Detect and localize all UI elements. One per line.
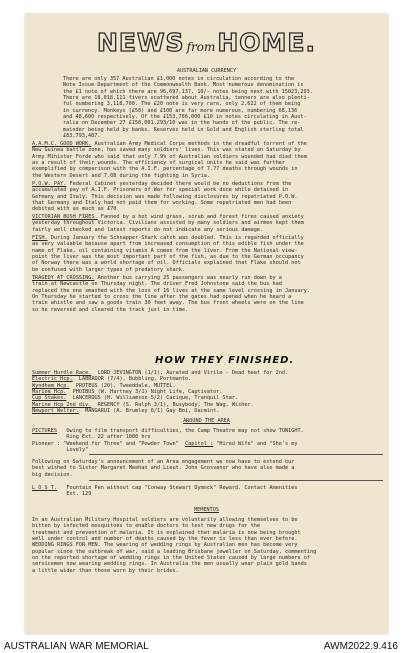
masthead xyxy=(25,28,388,62)
crossing-article xyxy=(32,275,310,313)
pioneer-label: Pioneer : xyxy=(32,440,61,447)
mementos-heading: MEMENTOS xyxy=(194,507,219,513)
race-row xyxy=(32,408,288,414)
article-line: well under control and number of deaths caused by the fever is less than ever before. xyxy=(32,536,298,543)
pioneer-films: "Weekend for Three" and "Powder Town" xyxy=(63,440,179,447)
section-divider xyxy=(89,480,383,481)
race-name: Cup Stakes. xyxy=(32,395,67,402)
institution-caption: AUSTRALIAN WAR MEMORIAL xyxy=(4,641,149,652)
article-line: accumulated pay of A.I.F. Prisoners of War for special work done while detained in xyxy=(32,187,289,194)
article-line: name of Flake, oil containing vitamin A comes from the liver. From the National view- xyxy=(32,247,298,254)
notice-line: Owing to film transport difficulties, the Camp Theatre may not show TONIGHT. xyxy=(66,428,304,434)
article-line: exemplified by comparison with the A.I.F. percentage of 7.77 deaths through wounds in xyxy=(32,166,298,173)
article-line: During January the Schnapper-Shark catch was doubled. This is regarded officially xyxy=(50,235,304,241)
article-lead: TRAGEDY AT CROSSING. xyxy=(32,275,95,281)
article-lead: P.O.W. PAY. xyxy=(32,181,67,187)
article-line: ralia on December 27 £150,001,293/10 was in the hands of the public. The re- xyxy=(63,120,301,127)
section-divider xyxy=(89,454,383,455)
article-line: WEDDING RINGS FOR MEN. The wearing of wedding rings by Australian men has become very xyxy=(32,542,298,549)
article-line: treatment and prevention of malaria. It is explained that malaria is now being brought xyxy=(32,529,301,536)
article-line: the Western Desert and 7.08 during the fighting in Syria. xyxy=(32,172,211,179)
notice-line: Ring Ext. 22 after 1800 hrs xyxy=(66,434,151,441)
article-line: train whistle and saw a goods train 30 feet away. The bus front wheels were on the line xyxy=(32,300,304,307)
masthead-news: NEWS xyxy=(96,28,185,57)
amc-article xyxy=(32,141,307,179)
caption-bar xyxy=(0,639,404,653)
race-result: LABRADOR (7/4), Bubbling, Portmanto. xyxy=(78,376,192,383)
currency-heading: AUSTRALIAN CURRENCY xyxy=(176,68,237,74)
article-line: on the reported shortage of wedding rings in the United States caused by large numbers of xyxy=(32,555,310,562)
article-line: There are 18,018,111 fivers scattered about Australia, tenners are also plenti- xyxy=(63,95,310,102)
article-line: so he reversed and cleared the track just in time. xyxy=(32,306,189,313)
pictures-notice xyxy=(32,428,304,453)
article-line: Note Issue Department of the Commonwealth Bank. Most numerous denomination is xyxy=(63,82,304,89)
article-line: bitten by infected mosquitoes to enable doctors to test new drugs for the xyxy=(32,523,260,530)
article-line: popular since the outbreak of war, said a leading Brisbane jeweller on Saturday, commenting xyxy=(32,548,317,555)
article-line: replaced the one smashed with the loss of 16 lives at the same level crossing in January. xyxy=(32,287,310,294)
race-name: Marine Hcp. xyxy=(32,389,67,396)
race-name: Summer Hurdle Race. xyxy=(32,370,92,376)
article-line: and 48,600 respectively. Of the £153,766,000 £10 in notes circulating in Aust- xyxy=(63,114,307,121)
article-line: point the liver was the most important part of the fish, as due to the German occupancy xyxy=(32,254,304,261)
article-line: of Norway there was a world shortage of oil. Officials explained that Flake should not xyxy=(32,260,301,267)
lost-notice xyxy=(32,485,298,498)
article-line: train at Newcastle on Thursday night. The driver Fred Johnstone said the bus had xyxy=(32,281,282,288)
article-line: mainder being held by banks. Reserves held in Gold and English sterling total xyxy=(63,126,304,133)
newsletter-page xyxy=(25,14,388,634)
fish-article xyxy=(32,235,304,273)
race-name: Newport Welter. xyxy=(32,408,79,415)
article-line: Germany and Italy. This decision was made following disclosures by repatriated P.O.W. xyxy=(32,193,298,200)
notice-line: Fountain Pen without cap "Conway Stewart Dymock" Reward. Contact Amenities xyxy=(66,485,298,491)
race-result: MANGARUI (A. Brumley 6/1) Gay Boi, Dacmint. xyxy=(85,408,220,415)
race-result: PHOIBUS (W. Hartney 3/1) Night Life, Captivator. xyxy=(72,389,223,396)
race-results xyxy=(32,370,288,414)
article-line: Army Minister Forde who said that only 7.9% of Australian soldiers wounded had died them xyxy=(32,153,307,160)
capitol-label: Capitol : xyxy=(185,440,214,447)
results-heading: HOW THEY FINISHED. xyxy=(155,355,295,366)
article-line: as very valuable because apart from increased consumption of this edible fish under the xyxy=(32,241,304,248)
article-line: be confused with larger types of predatory shark. xyxy=(32,266,186,273)
area-heading: AROUND THE AREA xyxy=(183,418,230,424)
article-line: fairly well checked and latest reports do not indicate any serious damage. xyxy=(32,226,264,233)
race-result: LANCEROUS (H. Williamson 5/2) Cacique, Tranquil Star. xyxy=(72,395,239,402)
race-name: Wyndham Hcp. xyxy=(32,382,70,389)
capitol-films-cont: Lovely" xyxy=(66,447,89,454)
engagement-notice xyxy=(32,459,294,478)
article-line: There are only 357 Australian £1,000 notes in circulation according to the xyxy=(63,76,295,82)
pictures-label: PICTURES xyxy=(32,428,57,434)
pow-article xyxy=(32,181,297,213)
bushfire-article xyxy=(32,214,304,233)
article-lead: FISH. xyxy=(32,235,48,241)
race-result: REGENCY (S. Ralph 3/1), Busybody, The Wag, Wisher. xyxy=(97,401,254,408)
article-line: that Germany and Italy had not paid them for working. Some repatriated men had been xyxy=(32,200,292,207)
article-lead: A.A.M.C. GOOD WORK. xyxy=(32,141,92,147)
race-name: Electric Hcp. xyxy=(32,376,73,383)
article-line: yesterday throughout Victoria. Civilians assisted by many soldiers and airmen kept them xyxy=(32,220,304,227)
article-line: as a result of their wounds. The efficiency of surgical units he said was further xyxy=(32,160,285,167)
article-line: debited with as much as £70 xyxy=(32,206,117,213)
notice-line: big decision. xyxy=(32,471,73,478)
article-line: ful numbering 3,118,700. The £20 note is very rare, only 2,622 of them being xyxy=(63,101,301,108)
race-result: PROTEUS (20), Tweeddale, MUTTEL. xyxy=(75,382,176,389)
currency-article xyxy=(63,76,313,139)
article-line: Federal Cabinet yesterday decided there would be no deductions from the xyxy=(69,181,292,187)
race-result: LORD JEVINGTON (1/1), Aurated and Virile - Dead heat for 2nd. xyxy=(97,370,289,376)
article-line: in currency. Monkeys (£50) and £100 are far more numerous, numbering 68,136 xyxy=(63,107,298,114)
notice-line: Following on Saturday's announcement of an Area engagement we now have to extend our xyxy=(32,459,295,465)
article-line: Another bus carrying 25 passengers was nearly run down by a xyxy=(97,275,282,281)
article-line: servicemen now wearing wedding rings. In Australia the men usually wear plain gold bands xyxy=(32,561,307,568)
article-line: New Guinea battle zone, has saved many soldiers' lives. This was stated on Saturday by xyxy=(32,147,301,154)
masthead-from: from xyxy=(186,40,216,54)
article-line: Fanned by a hot wind grass, scrub and forest fires caused anxiety xyxy=(100,214,304,220)
article-line: the £1 note of which there are 96,697,137, 10/- notes being next with 15023,293. xyxy=(63,88,313,95)
article-line: Australian Army Medical Corps methods in the dreadful torrent of the xyxy=(94,141,307,147)
article-line: £83,793,487. xyxy=(63,133,101,140)
race-name: Marine Hcp 2nd div. xyxy=(32,401,92,408)
accession-number: AWM2022.9.416 xyxy=(323,641,398,652)
mementos-article xyxy=(32,517,316,574)
masthead-home: HOME. xyxy=(217,28,316,57)
article-lead: VICTORIAN BUSH FIRES. xyxy=(32,214,98,220)
capitol-films: "Hired Wife" and "She's my xyxy=(216,440,298,447)
article-line: a little wider than those worn by their brides. xyxy=(32,567,179,574)
article-line: On Thursday he started to cross the line after the gates had opened when he heard a xyxy=(32,294,292,301)
notice-line: best wished to Sister Margaret Meehan and Lieut. John Grosvenor who have also made a xyxy=(32,465,295,472)
notice-line: Ext. 129 xyxy=(66,491,92,498)
article-line: In an Australian Military Hospital soldiers are voluntarily allowing themselves to be xyxy=(32,517,298,523)
lost-label: L O S T. xyxy=(32,485,57,491)
